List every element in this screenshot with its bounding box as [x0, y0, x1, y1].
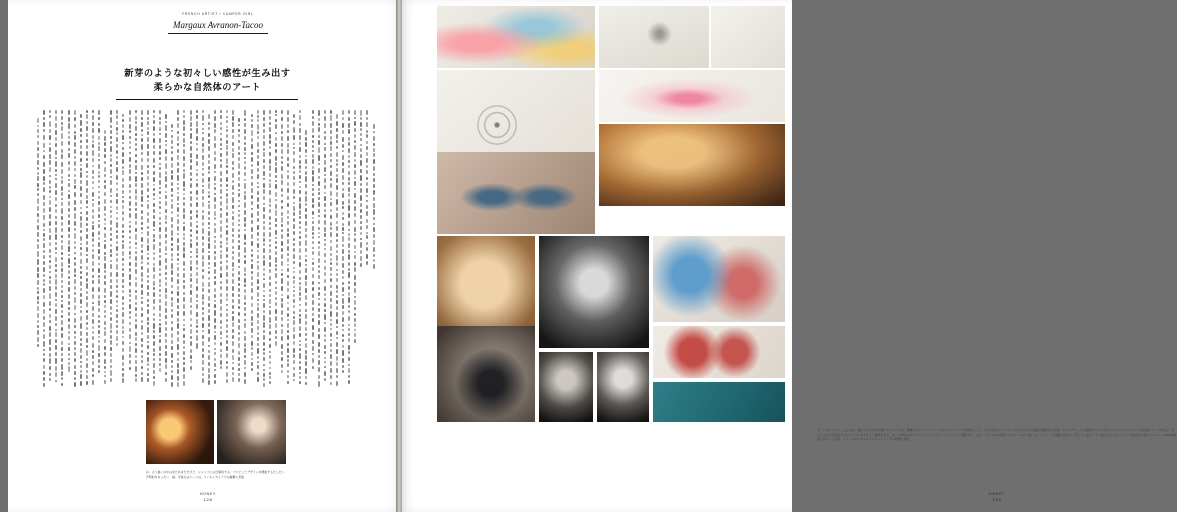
body-text-column — [213, 110, 219, 385]
body-text-column — [182, 110, 188, 385]
body-text-column — [231, 110, 237, 385]
body-text-column — [207, 110, 213, 385]
body-text-column — [286, 110, 292, 385]
body-text-column — [201, 110, 207, 385]
body-text-column — [85, 110, 91, 385]
body-text-column — [140, 110, 146, 385]
body-text-column — [164, 110, 170, 385]
photo-blue-red-abstract-art — [653, 236, 785, 322]
left-page — [8, 0, 400, 512]
body-text-column — [195, 110, 201, 385]
body-text-column — [115, 110, 121, 385]
photo-bearded-man-portrait — [539, 352, 593, 422]
artist-name: Margaux Avranon-Tacoo — [173, 20, 263, 30]
kicker-text: FRENCH ARTIST / CAMPER GIRL — [182, 12, 254, 16]
body-text-column — [359, 110, 365, 385]
body-text-column — [103, 110, 109, 385]
body-text-vertical — [36, 110, 382, 385]
body-text-column — [42, 110, 48, 385]
body-text-column — [237, 110, 243, 385]
body-text-column — [170, 110, 176, 385]
body-text-column — [256, 110, 262, 385]
folio-left-number: 128 — [203, 497, 213, 502]
headline-line-1: 新芽のような初々しい感性が生み出す — [124, 68, 291, 78]
photo-leaf-tattoo-legs — [437, 152, 595, 234]
photo-hands-printing-vinyl — [437, 326, 535, 422]
photo-artist-in-studio — [217, 400, 286, 464]
right-caption-part-2: 右上：カラフルな色使いのアトリエの一角。左：ブラシ・工具類も作品の一部として並ぶ。下：刷り上がったプリント作品を手に取るマルゴー。KIDSは壁面でのアート作品、シアトルのテキスタイルアートワークの展開も多数。 — [817, 432, 1177, 442]
body-text-column — [79, 110, 85, 385]
photo-woman-portrait-bw — [597, 352, 649, 422]
photo-pink-watercolor-sketch — [599, 70, 785, 122]
body-text-column — [158, 110, 164, 385]
body-text-column — [262, 110, 268, 385]
photo-red-circle-prints — [653, 326, 785, 378]
body-text-column — [73, 110, 79, 385]
page-title — [100, 66, 315, 95]
body-text-column — [347, 110, 353, 385]
photo-artist-with-camera — [146, 400, 214, 464]
body-text-column — [219, 110, 225, 385]
body-text-column — [176, 110, 182, 385]
photo-watercolor-worktable — [437, 6, 595, 68]
body-text-column — [67, 110, 73, 385]
body-text-column — [311, 110, 317, 385]
photo-bw-portrait-woman — [539, 236, 649, 348]
photo-ink-drawing-paper — [599, 6, 709, 68]
body-text-column — [225, 110, 231, 385]
headline-rule — [116, 99, 298, 100]
right-caption — [817, 428, 1177, 442]
body-text-column — [280, 110, 286, 385]
body-text-column — [274, 110, 280, 385]
body-text-column — [335, 110, 341, 385]
body-text-column — [97, 110, 103, 385]
body-text-column — [91, 110, 97, 385]
body-text-column — [304, 110, 310, 385]
body-text-column — [323, 110, 329, 385]
right-page — [402, 0, 1177, 512]
body-text-column — [152, 110, 158, 385]
body-text-column — [292, 110, 298, 385]
photo-ink-sketch-light — [711, 6, 785, 68]
body-text-column — [189, 110, 195, 385]
photo-studio-interior-warm — [599, 124, 785, 206]
folio-right-number: 124 — [992, 497, 1002, 502]
body-text-column — [365, 110, 371, 385]
body-text-column — [317, 110, 323, 385]
folio-left — [158, 492, 258, 502]
body-text-column — [48, 110, 54, 385]
folio-right — [947, 492, 1047, 502]
body-text-column — [134, 110, 140, 385]
body-text-column — [121, 110, 127, 385]
body-text-column — [54, 110, 60, 385]
body-text-column — [268, 110, 274, 385]
body-text-column — [372, 110, 378, 385]
body-text-column — [341, 110, 347, 385]
body-text-column — [146, 110, 152, 385]
body-text-column — [329, 110, 335, 385]
body-text-column — [353, 110, 359, 385]
left-caption: 右：そう描くの中はまだあまただけど、ショップには仕事的する。プロとしてデザインを開始するたしだい声明的をあったい、描。可真左はシーンは、フィルムカメラでの編纂も多数 — [146, 470, 285, 479]
body-text-column — [250, 110, 256, 385]
body-text-column — [298, 110, 304, 385]
body-text-column — [243, 110, 249, 385]
photo-teal-canvas-artwork — [653, 382, 785, 422]
headline-line-2: 柔らかな自然体のアート — [153, 82, 262, 93]
body-text-column — [36, 110, 42, 385]
folio-right-title: HONEY — [988, 492, 1006, 496]
right-caption-part-1: 下：このところにこんなのは、描かり当人のが多数すとシャツでは、素敵なチャンでハブアートやペインティングを重ねること。その日あるパローイングテとその日の温度や環境との出現。スピングアートの素材をライトの光らいメモデクリエイター作品並びアート作品と、本人との人かけ作品たフロジェクトのサイトへ連携される。多くの作品は布テキスタイルとしてアートワークへと展開する。 — [817, 428, 1175, 437]
body-text-column — [128, 110, 134, 385]
artist-rule — [168, 33, 268, 34]
folio-left-title: HONEY — [199, 492, 217, 496]
body-text-column — [109, 110, 115, 385]
body-text-column — [60, 110, 66, 385]
